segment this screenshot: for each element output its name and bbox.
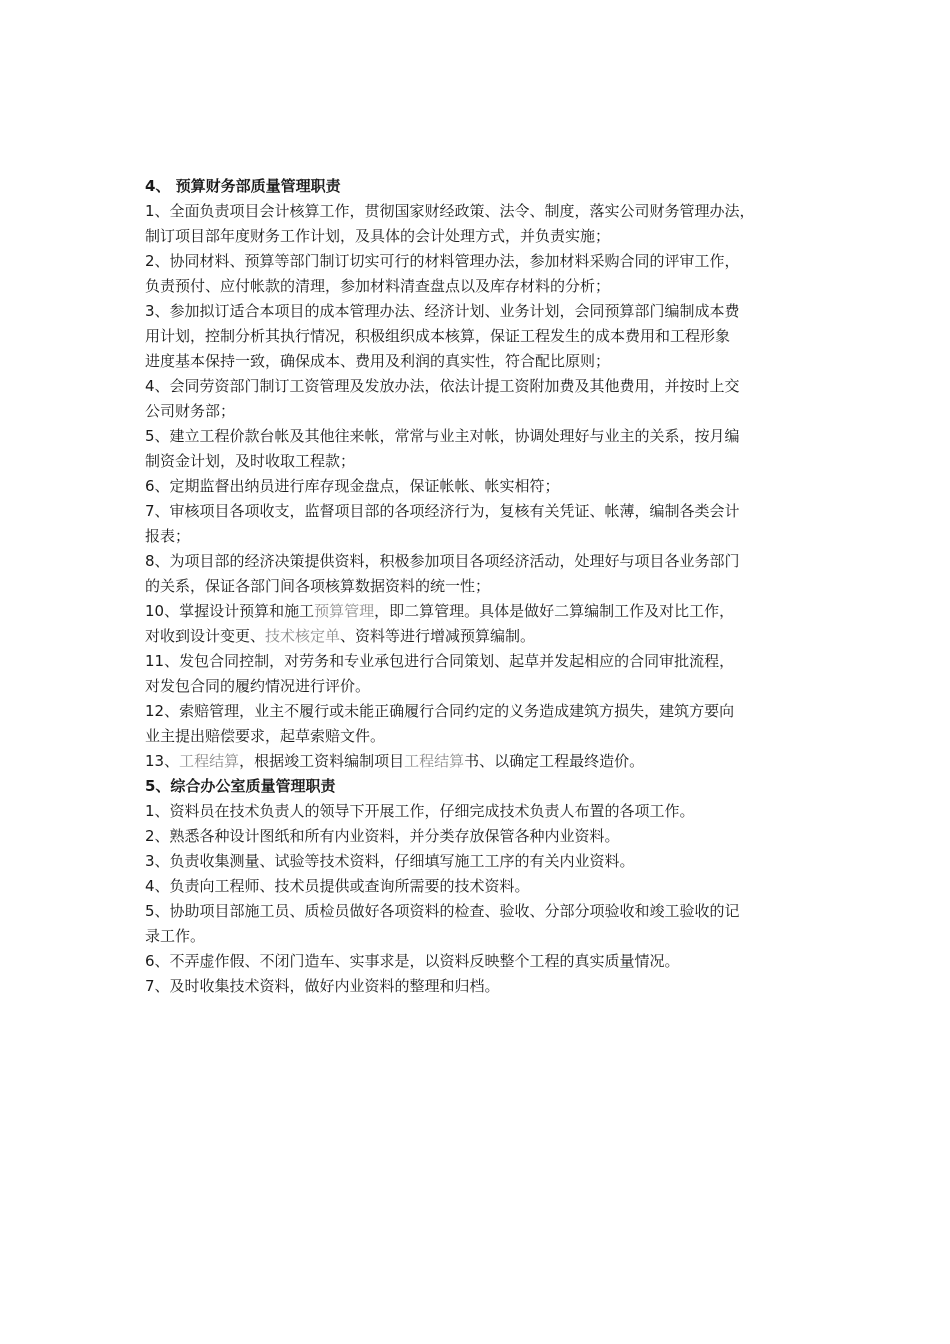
text-run: 对收到设计变更、 bbox=[145, 627, 266, 645]
paragraph-line: 公司财务部； bbox=[145, 402, 236, 420]
section-4-item-2 bbox=[145, 249, 815, 299]
paragraph-line: 12、索赔管理，业主不履行或未能正确履行合同约定的义务造成建筑方损失，建筑方要向 bbox=[145, 702, 735, 720]
section-5-item-3 bbox=[145, 849, 815, 874]
section-4-item-10 bbox=[145, 599, 815, 649]
text-run: 13、 bbox=[145, 752, 180, 770]
text-run: ，根据竣工资料编制项目 bbox=[239, 752, 405, 770]
paragraph-line: 6、定期监督出纳员进行库存现金盘点，保证帐帐、帐实相符； bbox=[145, 477, 560, 495]
paragraph-line: 进度基本保持一致，确保成本、费用及利润的真实性，符合配比原则； bbox=[145, 352, 611, 370]
paragraph-line: 录工作。 bbox=[145, 927, 206, 945]
section-4-item-5 bbox=[145, 424, 815, 474]
link-technical-approval-sheet[interactable]: 技术核定单 bbox=[265, 627, 341, 645]
section-4-item-1 bbox=[145, 199, 815, 249]
paragraph-line: 制订项目部年度财务工作计划，及具体的会计处理方式，并负责实施； bbox=[145, 227, 611, 245]
paragraph-line: 5、建立工程价款台帐及其他往来帐，常常与业主对帐，协调处理好与业主的关系，按月编 bbox=[145, 427, 740, 445]
section-4-heading: 4、 预算财务部质量管理职责 bbox=[145, 177, 341, 195]
paragraph-line: 3、参加拟订适合本项目的成本管理办法、经济计划、业务计划，会同预算部门编制成本费 bbox=[145, 302, 740, 320]
paragraph-line: 2、熟悉各种设计图纸和所有内业资料，并分类存放保管各种内业资料。 bbox=[145, 827, 620, 845]
link-project-settlement[interactable]: 工程结算 bbox=[179, 752, 240, 770]
paragraph-line bbox=[145, 749, 815, 774]
link-project-settlement[interactable]: 工程结算 bbox=[404, 752, 465, 770]
section-4-item-8 bbox=[145, 549, 815, 599]
section-5-item-5 bbox=[145, 899, 815, 949]
section-4-item-7 bbox=[145, 499, 815, 549]
paragraph-line: 的关系，保证各部门间各项核算数据资料的统一性； bbox=[145, 577, 491, 595]
document-page bbox=[145, 174, 815, 999]
section-4-item-12 bbox=[145, 699, 815, 749]
paragraph-line: 4、会同劳资部门制订工资管理及发放办法，依法计提工资附加费及其他费用，并按时上交 bbox=[145, 377, 740, 395]
paragraph-line: 用计划，控制分析其执行情况，积极组织成本核算，保证工程发生的成本费用和工程形象 bbox=[145, 327, 731, 345]
section-4-item-3 bbox=[145, 299, 815, 374]
paragraph-line bbox=[145, 599, 815, 624]
paragraph-line: 4、负责向工程师、技术员提供或查询所需要的技术资料。 bbox=[145, 877, 530, 895]
paragraph-line: 11、发包合同控制，对劳务和专业承包进行合同策划、起草并发起相应的合同审批流程， bbox=[145, 652, 735, 670]
section-5-item-4 bbox=[145, 874, 815, 899]
section-5-item-1 bbox=[145, 799, 815, 824]
paragraph-line: 3、负责收集测量、试验等技术资料，仔细填写施工工序的有关内业资料。 bbox=[145, 852, 635, 870]
paragraph-line: 制资金计划，及时收取工程款； bbox=[145, 452, 356, 470]
text-run: 书、以确定工程最终造价。 bbox=[464, 752, 645, 770]
paragraph-line: 5、协助项目部施工员、质检员做好各项资料的检查、验收、分部分项验收和竣工验收的记 bbox=[145, 902, 740, 920]
section-4-item-6 bbox=[145, 474, 815, 499]
text-run: 、资料等进行增减预算编制。 bbox=[340, 627, 536, 645]
paragraph-line: 报表； bbox=[145, 527, 191, 545]
section-5-item-2 bbox=[145, 824, 815, 849]
paragraph-line: 8、为项目部的经济决策提供资料，积极参加项目各项经济活动，处理好与项目各业务部门 bbox=[145, 552, 740, 570]
paragraph-line: 1、全面负责项目会计核算工作，贯彻国家财经政策、法令、制度，落实公司财务管理办法， bbox=[145, 202, 755, 220]
paragraph-line: 对发包合同的履约情况进行评价。 bbox=[145, 677, 371, 695]
paragraph-line: 业主提出赔偿要求，起草索赔文件。 bbox=[145, 727, 386, 745]
section-5-item-6 bbox=[145, 949, 815, 974]
text-run: ，即二算管理。具体是做好二算编制工作及对比工作， bbox=[374, 602, 735, 620]
section-4-item-11 bbox=[145, 649, 815, 699]
section-5-heading: 5、综合办公室质量管理职责 bbox=[145, 777, 336, 795]
paragraph-line bbox=[145, 624, 815, 649]
section-5-item-7 bbox=[145, 974, 815, 999]
paragraph-line: 7、及时收集技术资料，做好内业资料的整理和归档。 bbox=[145, 977, 500, 995]
paragraph-line: 7、审核项目各项收支，监督项目部的各项经济行为，复核有关凭证、帐薄，编制各类会计 bbox=[145, 502, 740, 520]
paragraph-line: 6、不弄虚作假、不闭门造车、实事求是，以资料反映整个工程的真实质量情况。 bbox=[145, 952, 680, 970]
paragraph-line: 1、资料员在技术负责人的领导下开展工作，仔细完成技术负责人布置的各项工作。 bbox=[145, 802, 695, 820]
paragraph-line: 2、协同材料、预算等部门制订切实可行的材料管理办法，参加材料采购合同的评审工作， bbox=[145, 252, 740, 270]
section-4-item-13 bbox=[145, 749, 815, 774]
section-4-item-4 bbox=[145, 374, 815, 424]
text-run: 10、掌握设计预算和施工 bbox=[145, 602, 315, 620]
paragraph-line: 负责预付、应付帐款的清理，参加材料清查盘点以及库存材料的分析； bbox=[145, 277, 611, 295]
link-budget-management[interactable]: 预算管理 bbox=[314, 602, 375, 620]
